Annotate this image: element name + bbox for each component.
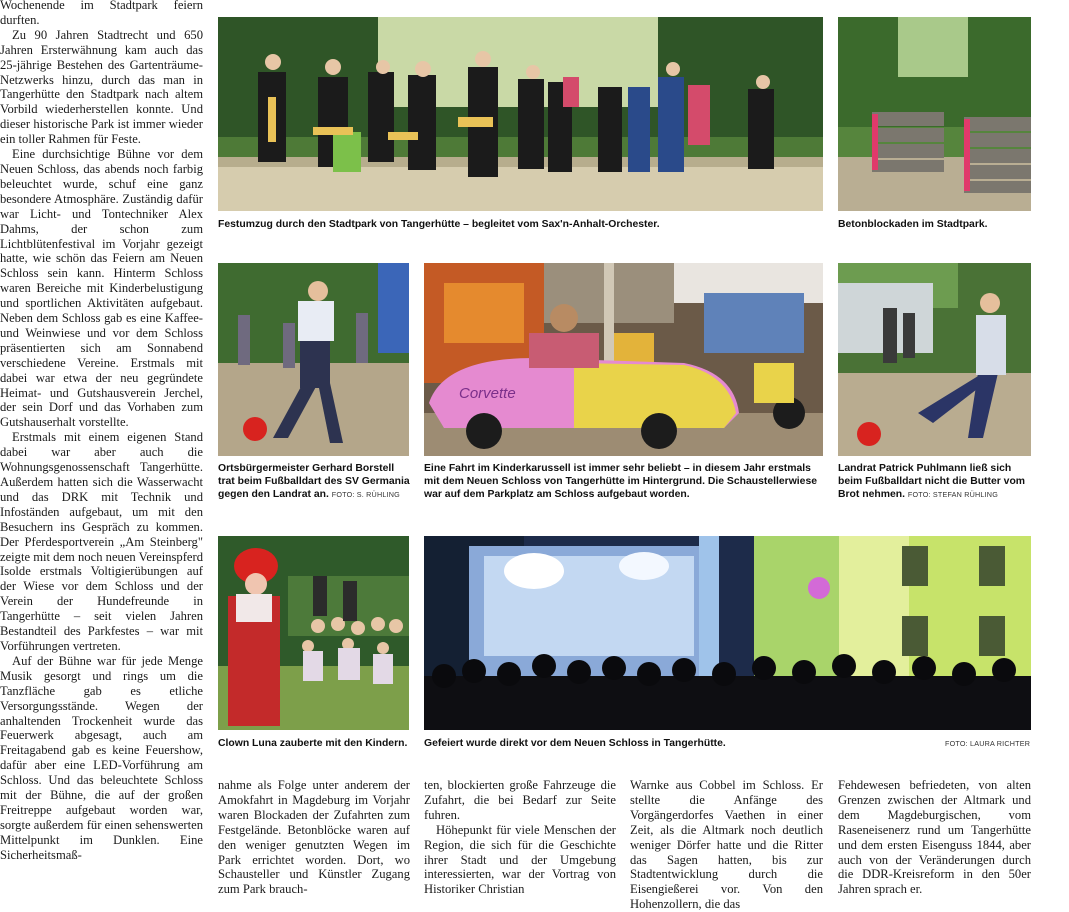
photo-credit: FOTO: S. RÜHLING xyxy=(331,490,400,499)
photo-clown xyxy=(218,536,409,730)
photo-carousel xyxy=(424,263,823,456)
caption-puhlmann-text: Landrat Patrick Puhlmann ließ sich beim Fußballdart nicht die Butter vom Brot nehmen. xyxy=(838,463,1026,500)
article-column-2 xyxy=(218,778,410,897)
caption-borstell xyxy=(218,462,412,501)
paragraph: Fehdewesen befriedeten, von alten Grenzen zwischen der Altmark und dem Magdeburgischen, vom Raseneisenerz rund um Tangerhütte und dem ersten Eisenguss 1844, aber auch von der Veränderungen durch die DDR-Kreisreform in den 50er Jahren sprach er. xyxy=(838,778,1031,897)
caption-puhlmann xyxy=(838,462,1032,501)
paragraph: Erstmals mit einem eigenen Stand dabei war aber auch die Wohnungsgenossenschaft Tangerhütte. Außerdem hatten sich die Wasserwacht und das DRK mit Technik und Infoständen aufgebaut, um mit den Besuchern ins Gespräch zu kommen. Der Pferdesportverein „Am Steinberg" zeigte mit dem noch neuen Vereinspferd Isolde erstmals Voltigierübungen auf der Wiese vor dem Schloss und der Verein der Hundefreunde in Tangerhütte – seit vielen Jahren Bestandteil des Parkfestes – war mit Vorführungen vertreten. xyxy=(0,430,203,653)
photo-parade xyxy=(218,17,823,211)
article-column-5 xyxy=(838,778,1031,897)
article-column-4 xyxy=(630,778,823,912)
paragraph: Höhepunkt für viele Menschen der Region, die sich für die Geschichte ihrer Stadt und der Umgebung interessierten, war der Vortrag von Historiker Christian xyxy=(424,822,616,897)
paragraph: Warnke aus Cobbel im Schloss. Er stellte die Anfänge des Vorgängerdorfes Vaethen in einer Zeit, als die Altmark noch deutlich weniger Dörfer hatte und die Ritter das Sagen hatten, bis zur Stadtentwicklung durch die Eisengießerei vor. Von den Hohenzollern, die das xyxy=(630,778,823,912)
photo-borstell xyxy=(218,263,409,456)
photo-credit: FOTO: STEFAN RÜHLING xyxy=(907,490,998,499)
article-column-3 xyxy=(424,778,616,897)
caption-night: Gefeiert wurde direkt vor dem Neuen Schloss in Tangerhütte. xyxy=(424,738,726,749)
paragraph: Eine durchsichtige Bühne vor dem Neuen Schloss, das abends noch farbig beleuchtet wurde, schuf eine ganz besondere Atmosphäre. Zuständig dafür war Licht- und Tontechniker Alex Dahms, der schon zum Lichtblütenfestival im Vorjahr gezeigt hatte, wie schön das Feiern am Neuen Schloss sein kann. Hinterm Schloss waren Bereiche mit Kinderbelustigung und sportlichen Aktivitäten aufgebaut. Neben dem Schloss gab es eine Kaffee- und Weinwiese und vor dem Schloss präsentierten sich am Sonnabend verschiedene Vereine. Erstmals mit dabei war etwa der neu gegründete Heimat- und Gutshausverein Jerchel, der sein Dorf und das Vorhaben zum Gutshauserhalt vorstellte. xyxy=(0,147,203,430)
paragraph: Auf der Bühne war für jede Menge Musik gesorgt und rings um die Tanzfläche gab es etliche Versorgungsstände. Wegen der anhaltenden Trockenheit wurde das Feuerwerk abgesagt, auch am Freitagabend gab es keine Feuershow, dafür aber eine LED-Vorführung am Schloss. Und das beleuchtete Schloss mit der Bühne, die auf der großen Freitreppe aufgebaut worden war, sorgte außerdem für einen sehenswerten Mittelpunkt im Dunklen. Eine Sicherheitsmaß- xyxy=(0,653,203,862)
caption-carousel: Eine Fahrt im Kinderkarussell ist immer sehr beliebt – in diesem Jahr erstmals mit dem Neuen Schloss von Tangerhütte im Hintergrund. Die Schaustellerwiese war auf dem Parkplatz am Schloss aufgebaut worden. xyxy=(424,463,818,500)
car-lettering: Corvette xyxy=(459,385,516,402)
caption-borstell-text: Ortsbürgermeister Gerhard Borstell trat beim Fußballdart des SV Germania gegen den Landrat an. xyxy=(218,463,410,500)
caption-parade: Festumzug durch den Stadtpark von Tangerhütte – begleitet vom Sax'n-Anhalt-Orchester. xyxy=(218,219,660,230)
caption-clown: Clown Luna zauberte mit den Kindern. xyxy=(218,738,408,749)
paragraph: ten, blockierten große Fahrzeuge die Zufahrt, die bei Bedarf zur Seite fuhren. xyxy=(424,778,616,822)
paragraph: Zu 90 Jahren Stadtrecht und 650 Jahren Ersterwähnung kam auch das 25-jährige Bestehen des Gartenträume-Netzwerks hinzu, durch das man in Tangerhütte den Stadtpark nach altem Vorbild wiederherstellen konnte. Und dieser historische Park ist immer wieder ein toller Rahmen für Feste. xyxy=(0,27,203,147)
article-column-left xyxy=(0,0,203,863)
paragraph: Wochenende im Stadtpark feiern durften. xyxy=(0,0,203,27)
photo-puhlmann xyxy=(838,263,1031,456)
photo-concrete-blocks xyxy=(838,17,1031,211)
caption-blocks: Betonblockaden im Stadtpark. xyxy=(838,219,988,230)
photo-night-stage xyxy=(424,536,1031,730)
paragraph: nahme als Folge unter anderem der Amokfahrt in Magdeburg im Vorjahr waren Blockaden der Zufahrten zum Festgelände. Betonblöcke waren auf den weniger genutzten Wegen im Park errichtet worden. Dort, wo Schausteller und Künstler Zugang zum Park brauch- xyxy=(218,778,410,897)
photo-credit: FOTO: LAURA RICHTER xyxy=(945,739,1031,748)
